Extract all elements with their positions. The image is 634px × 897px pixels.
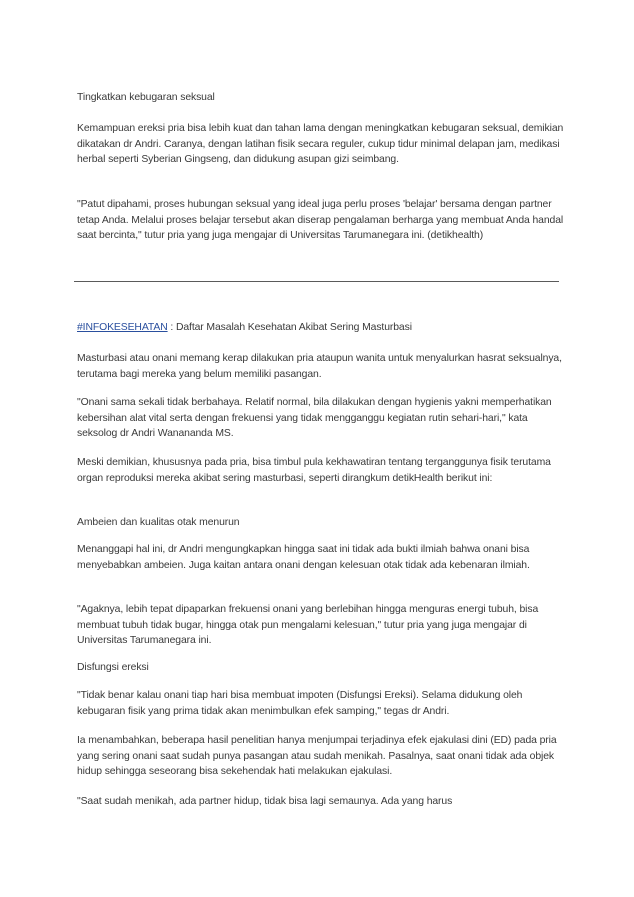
quote-paragraph: "Tidak benar kalau onani tiap hari bisa membuat impoten (Disfungsi Ereksi). Selama didukung oleh kebugaran fisik yang prima tidak akan menimbulkan efek samping," tegas dr Andri.: [77, 690, 523, 717]
hashtag-link[interactable]: #INFOKESEHATAN: [77, 322, 168, 333]
section-heading: Tingkatkan kebugaran seksual: [77, 92, 215, 103]
quote-paragraph: "Saat sudah menikah, ada partner hidup, tidak bisa lagi semaunya. Ada yang harus: [77, 796, 453, 807]
quote-paragraph: "Onani sama sekali tidak berbahaya. Relatif normal, bila dilakukan dengan hygienis yakni memperhatikan kebersihan alat vital serta dengan frekuensi yang tidak mengganggu kegiatan rutin sehari-hari," kata seksolog dr Andri Wanananda MS.: [77, 397, 552, 439]
horizontal-divider: [74, 281, 559, 282]
article-title-text: : Daftar Masalah Kesehatan Akibat Sering Masturbasi: [167, 322, 412, 333]
paragraph: Masturbasi atau onani memang kerap dilakukan pria ataupun wanita untuk menyalurkan hasrat seksualnya, terutama bagi mereka yang belum memiliki pasangan.: [77, 353, 562, 380]
paragraph: Meski demikian, khususnya pada pria, bisa timbul pula kekhawatiran tentang terganggunya fisik terutama organ reproduksi mereka akibat sering masturbasi, seperti dirangkum detikHealth berikut ini:: [77, 457, 551, 484]
article-title: [77, 320, 567, 336]
subheading-disfungsi: Disfungsi ereksi: [77, 662, 149, 673]
subheading-ambeien: Ambeien dan kualitas otak menurun: [77, 517, 240, 528]
quote-paragraph: "Patut dipahami, proses hubungan seksual yang ideal juga perlu proses 'belajar' bersama dengan partner tetap Anda. Melalui proses belajar tersebut akan diserap pengalaman berharga yang membuat Anda handal saat bercinta," tutur pria yang juga mengajar di Universitas Tarumanegara ini. (detikhealth): [77, 199, 564, 241]
quote-paragraph: "Agaknya, lebih tepat dipaparkan frekuensi onani yang berlebihan hingga menguras energi tubuh, bisa membuat tubuh tidak bugar, hingga otak pun mengalami kelesuan," tutur pria yang juga mengajar di Universitas Tarumanegara ini.: [77, 604, 539, 646]
paragraph: Menanggapi hal ini, dr Andri mengungkapkan hingga saat ini tidak ada bukti ilmiah bahwa onani bisa menyebabkan ambeien. Juga kaitan antara onani dengan kelesuan otak tidak ada kebenaran ilmiah.: [77, 544, 530, 571]
paragraph: Ia menambahkan, beberapa hasil penelitian hanya menjumpai terjadinya efek ejakulasi dini (ED) pada pria yang sering onani saat sudah punya pasangan atau sudah menikah. Pasalnya, saat onani tidak ada objek hidup sehingga seseorang bisa sekehendak hati melakukan ejakulasi.: [77, 735, 557, 777]
paragraph: Kemampuan ereksi pria bisa lebih kuat dan tahan lama dengan meningkatkan kebugaran seksual, demikian dikatakan dr Andri. Caranya, dengan latihan fisik secara reguler, cukup tidur minimal delapan jam, medikasi herbal seperti Syberian Gingseng, dan didukung asupan gizi seimbang.: [77, 123, 564, 165]
